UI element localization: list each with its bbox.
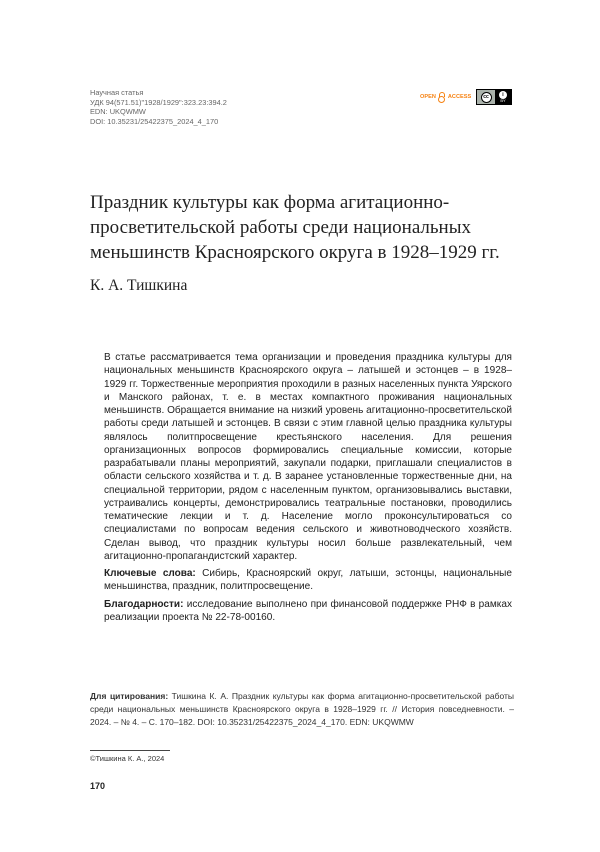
open-access-left-label: OPEN	[420, 94, 436, 100]
citation-label: Для цитирования:	[90, 691, 169, 701]
keywords-text: Сибирь, Красноярский округ, латыши, эстонцы, национальные меньшинства, праздник, политпросвещение.	[104, 568, 512, 593]
license-badges	[420, 89, 512, 105]
article-type: Научная статья	[90, 88, 144, 97]
udc-code: УДК 94(571.51)"1928/1929":323.23:394.2	[90, 97, 227, 107]
article-author: К. А. Тишкина	[90, 277, 188, 294]
cc-by-badge[interactable]	[476, 89, 512, 105]
copyright-note: ©Тишкина К. А., 2024	[90, 754, 165, 763]
open-access-right-label: ACCESS	[447, 94, 472, 100]
acknowledgments-text: исследование выполнено при финансовой поддержке РНФ в рамках реализации проекта № 22-78-00160.	[104, 598, 512, 623]
citation-block	[90, 690, 514, 730]
keywords-paragraph	[104, 567, 512, 594]
attribution-person-icon: i	[499, 91, 507, 99]
open-access-badge	[420, 91, 471, 103]
creative-commons-icon: cc	[481, 92, 492, 103]
abstract-text: В статье рассматривается тема организации и проведения праздника культуры для национальных меньшинств Красноярского округа – латышей и эстонцев – в 1928–1929 гг. Торжественные мероприятия проходили в разных населенных пункта Уярского и Манского районах, т. е. в местах компактного проживания национальных меньшинств. Обращается внимание на низкий уровень агитационно-просветительской работы среди латышей и эстонцев. В связи с этим главной целью праздника культуры являлось политпросвещение крестьянского населения. Для решения организационных вопросов формировались специальные комиссии, которые разрабатывали планы мероприятий, закупали подарки, приглашали специалистов в области сельского хозяйства и т. д. В заранее установленные торжественные дни, на специальной территории, рядом с населенным пунктом, организовывались выставки, устраивались концерты, демонстрировались театральные постановки, проводились тематические лекции и т. д. Население могло проконсультироваться со специалистами по вопросам ведения сельского и животноводческого хозяйств. Сделан вывод, что праздник культуры носил больше развлекательный, чем агитационно-пропагандистский характер.	[104, 352, 512, 562]
edn-code: EDN: UKQWMW	[90, 107, 146, 117]
acknowledgments-paragraph	[104, 598, 512, 625]
page-number: 170	[90, 781, 106, 791]
acknowledgments-label: Благодарности:	[104, 598, 184, 610]
cc-by-label: BY	[500, 98, 506, 103]
abstract-block	[104, 351, 512, 624]
footnote-divider	[90, 750, 170, 751]
citation-text: Тишкина К. А. Праздник культуры как форма агитационно-просветительской работы среди национальных меньшинств Красноярского округа в 1928–1929 гг. // История повседневности. – 2024. – № 4. – С. 170–182. DOI: 10.35231/25422375_2024_4_170. EDN: UKQWMW	[90, 691, 514, 728]
doi-code: DOI: 10.35231/25422375_2024_4_170	[90, 116, 219, 126]
open-access-lock-icon	[438, 92, 446, 102]
article-metadata	[90, 88, 227, 126]
keywords-label: Ключевые слова:	[104, 568, 196, 579]
article-title: Праздник культуры как форма агитационно-просветительской работы среди национальных меньшинств Красноярского округа в 1928–1929 гг.	[90, 192, 500, 263]
